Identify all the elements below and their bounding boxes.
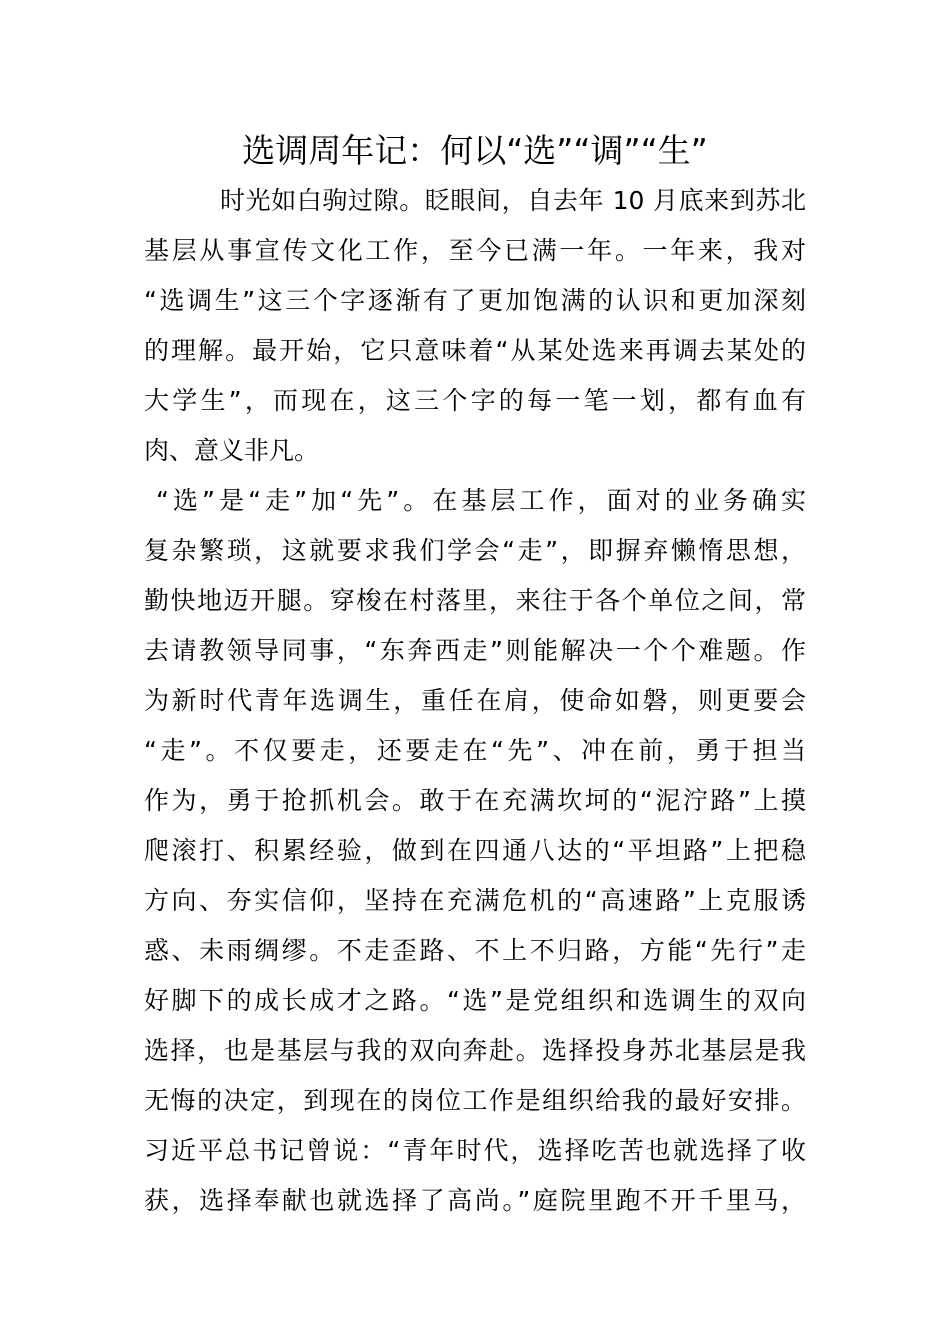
text-line: 肉、意义非凡。 — [144, 436, 320, 465]
text-line: 获，选择奉献也就选择了高尚。”庭院里跑不开千里马， — [144, 1186, 806, 1215]
text-line: 惑、未雨绸缪。不走歪路、不上不归路，方能“先行”走 — [144, 936, 806, 965]
text-line: 好脚下的成长成才之路。“选”是党组织和选调生的双向 — [144, 986, 806, 1015]
text-line: 爬滚打、积累经验，做到在四通八达的“平坦路”上把稳 — [144, 836, 806, 865]
text-line: 的理解。最开始，它只意味着“从某处选来再调去某处的 — [144, 336, 806, 365]
text-line: 复杂繁琐，这就要求我们学会“走”，即摒弃懒惰思想， — [144, 536, 806, 565]
text-line: “走”。不仅要走，还要走在“先”、冲在前，勇于担当 — [144, 736, 806, 765]
text-line: 作为，勇于抢抓机会。敢于在充满坎坷的“泥泞路”上摸 — [144, 786, 806, 815]
document-body — [144, 176, 806, 1226]
text-line: 方向、夯实信仰，坚持在充满危机的“高速路”上克服诱 — [144, 886, 806, 915]
text-line: 大学生”，而现在，这三个字的每一笔一划，都有血有 — [144, 386, 806, 415]
text-line: 无悔的决定，到现在的岗位工作是组织给我的最好安排。 — [144, 1086, 806, 1115]
text-line: “选”是“走”加“先”。在基层工作，面对的业务确实 — [156, 486, 806, 515]
text-line: 习近平总书记曾说：“青年时代，选择吃苦也就选择了收 — [144, 1136, 806, 1165]
text-line: 为新时代青年选调生，重任在肩，使命如磐，则更要会 — [144, 686, 806, 715]
text-line: “选调生”这三个字逐渐有了更加饱满的认识和更加深刻 — [144, 286, 806, 315]
text-line: 基层从事宣传文化工作，至今已满一年。一年来，我对 — [144, 236, 806, 265]
text-line: 选择，也是基层与我的双向奔赴。选择投身苏北基层是我 — [144, 1036, 806, 1065]
document-title: 选调周年记：何以“选”“调”“生” — [242, 131, 708, 170]
text-line: 勤快地迈开腿。穿梭在村落里，来往于各个单位之间，常 — [144, 586, 806, 615]
text-line: 去请教领导同事，“东奔西走”则能解决一个个难题。作 — [144, 636, 806, 665]
text-line: 时光如白驹过隙。眨眼间，自去年 10 月底来到苏北 — [220, 186, 806, 215]
